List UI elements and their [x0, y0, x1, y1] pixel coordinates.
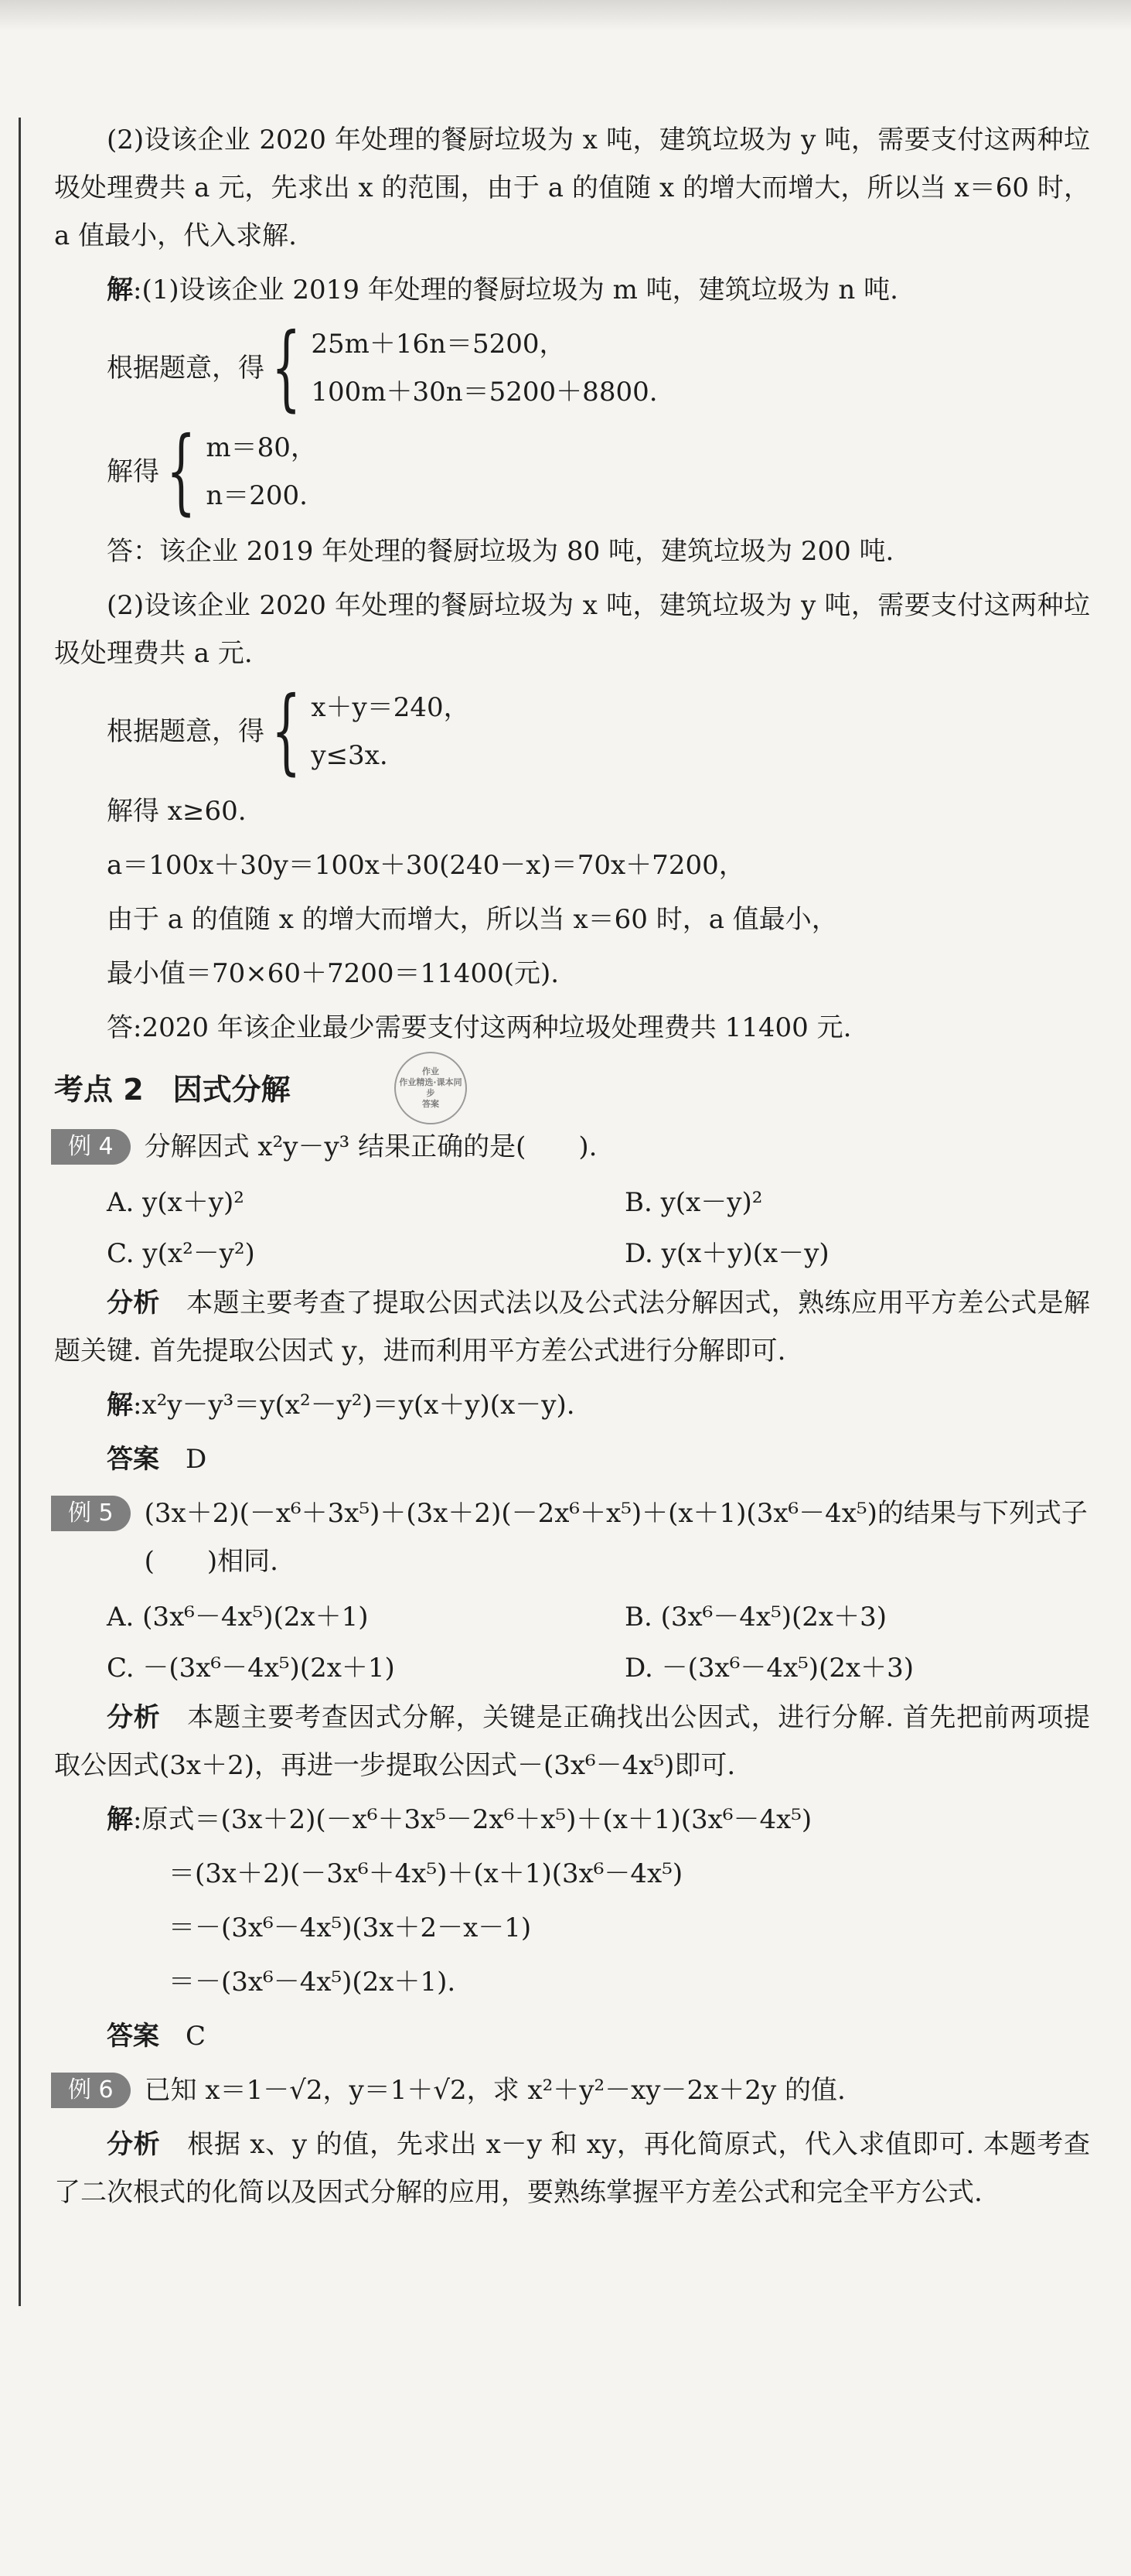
example-5-answer: 答案 C [107, 2021, 206, 2052]
system-line: y≤3x. [311, 740, 388, 771]
answer-part2: 答:2020 年该企业最少需要支付这两种垃圾处理费共 11400 元. [107, 1012, 852, 1043]
page-top-shadow [0, 0, 1131, 31]
example-4-solution: 解:x²y－y³＝y(x²－y²)＝y(x＋y)(x－y). [107, 1390, 575, 1421]
system-line: n＝200. [206, 480, 308, 511]
system-line: 25m＋16n＝5200， [311, 329, 566, 360]
answer-part1: 答：该企业 2019 年处理的餐厨垃圾为 80 吨，建筑垃圾为 200 吨. [107, 536, 894, 567]
system-line: 100m＋30n＝5200＋8800. [311, 377, 658, 408]
brace-icon: { [166, 418, 196, 525]
example-5-solution-line-4: ＝－(3x⁶－4x⁵)(2x＋1). [169, 1967, 456, 1998]
example-5-solution-line-1: 解:原式＝(3x＋2)(－x⁶＋3x⁵－2x⁶＋x⁵)＋(x＋1)(3x⁶－4x⁵) [107, 1804, 812, 1835]
system-line: m＝80， [206, 432, 317, 463]
example-badge: 例 5 [51, 1496, 131, 1531]
solution-label: 解 [107, 275, 133, 305]
equation-system-3 [54, 677, 1090, 785]
example-5-question [54, 1489, 1090, 1585]
example-badge: 例 4 [51, 1129, 131, 1165]
solution-text: :(1)设该企业 2019 年处理的餐厨垃圾为 m 吨，建筑垃圾为 n 吨. [133, 275, 898, 305]
margin-rule [19, 118, 21, 2306]
choice-a: A. (3x⁶－4x⁵)(2x＋1) [107, 1602, 369, 1633]
intro-part2: (2)设该企业 2020 年处理的餐厨垃圾为 x 吨，建筑垃圾为 y 吨，需要支付这两种垃圾处理费共 a 元，先求出 x 的范围，由于 a 的值随 x 的增大而增大，所以当 x＝60 时，a 值最小，代入求解. [54, 125, 1090, 251]
system-prefix: 根据题意，得 [107, 716, 264, 747]
example-badge: 例 6 [51, 2073, 131, 2108]
equation-system-2 [54, 418, 1090, 525]
choice-d: D. y(x＋y)(x－y) [625, 1238, 830, 1269]
question-text: 分解因式 x²y－y³ 结果正确的是( ). [144, 1131, 598, 1162]
section-title: 考点 2 因式分解 作业 作业精选·课本同步 答案 [54, 1066, 1090, 1114]
choice-b: B. y(x－y)² [625, 1187, 763, 1218]
brace-icon: { [271, 314, 301, 421]
equation-system-1 [54, 314, 1090, 421]
example-4-choices [54, 1177, 1090, 1279]
minimum-value: 最小值＝70×60＋7200＝11400(元). [107, 958, 560, 989]
example-4-question [54, 1123, 1090, 1171]
question-text: (3x＋2)(－x⁶＋3x⁵)＋(3x＋2)(－2x⁶＋x⁵)＋(x＋1)(3x⁶－4x⁵)的结果与下列式子( )相同. [144, 1498, 1088, 1577]
monotonic-note: 由于 a 的值随 x 的增大而增大，所以当 x＝60 时，a 值最小， [107, 904, 838, 935]
example-5-solution-line-3: ＝－(3x⁶－4x⁵)(3x＋2－x－1) [169, 1912, 532, 1943]
choice-b: B. (3x⁶－4x⁵)(2x＋3) [625, 1602, 887, 1633]
choice-c: C. －(3x⁶－4x⁵)(2x＋1) [107, 1653, 395, 1684]
example-5-choices [54, 1592, 1090, 1694]
question-text: 已知 x＝1－√2，y＝1＋√2，求 x²＋y²－xy－2x＋2y 的值. [144, 2075, 846, 2106]
example-4-analysis: 分析 本题主要考查了提取公因式法以及公式法分解因式，熟练应用平方差公式是解题关键. 首先提取公因式 y，进而利用平方差公式进行分解即可. [54, 1288, 1091, 1366]
choice-a: A. y(x＋y)² [107, 1187, 244, 1218]
example-5-analysis: 分析 本题主要考查因式分解，关键是正确找出公因式，进行分解. 首先把前两项提取公因式(3x＋2)，再进一步提取公因式－(3x⁶－4x⁵)即可. [54, 1702, 1090, 1781]
system-line: x＋y＝240， [311, 692, 470, 723]
example-4-answer: 答案 D [107, 1444, 207, 1475]
cost-expression: a＝100x＋30y＝100x＋30(240－x)＝70x＋7200， [107, 850, 745, 881]
system-prefix: 解得 [107, 456, 159, 487]
choice-d: D. －(3x⁶－4x⁵)(2x＋3) [625, 1653, 915, 1684]
brace-icon: { [271, 677, 301, 785]
setup-part2: (2)设该企业 2020 年处理的餐厨垃圾为 x 吨，建筑垃圾为 y 吨，需要支付这两种垃圾处理费共 a 元. [54, 590, 1090, 669]
solution-part1 [54, 266, 1090, 314]
choice-c: C. y(x²－y²) [107, 1238, 255, 1269]
example-6-analysis: 分析 根据 x、y 的值，先求出 x－y 和 xy，再化简原式，代入求值即可. 本题考查了二次根式的化简以及因式分解的应用，要熟练掌握平方差公式和完全平方公式. [54, 2129, 1091, 2208]
page-content [54, 116, 1090, 2223]
example-6-question [54, 2066, 1090, 2114]
solved-range: 解得 x≥60. [107, 796, 247, 827]
system-prefix: 根据题意，得 [107, 353, 264, 384]
example-5-solution-line-2: ＝(3x＋2)(－3x⁶＋4x⁵)＋(x＋1)(3x⁶－4x⁵) [169, 1858, 683, 1889]
seal-stamp: 作业 作业精选·课本同步 答案 [394, 1052, 467, 1124]
